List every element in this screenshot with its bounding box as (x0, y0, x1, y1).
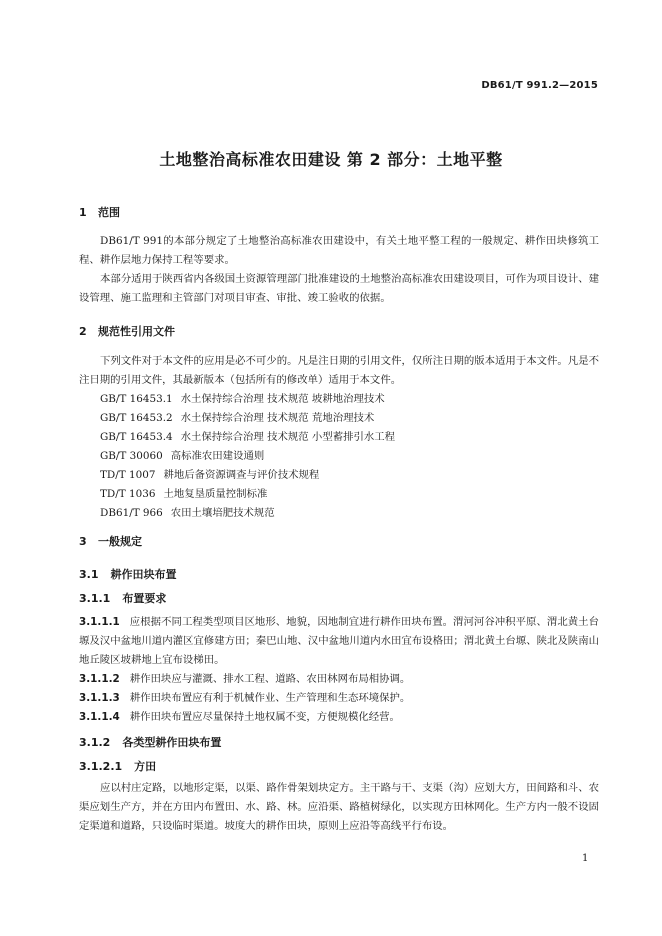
reference-code: TD/T 1007 (100, 469, 156, 481)
subsection-number: 3.1 (79, 568, 99, 581)
clause-3-1-1-4 (79, 708, 599, 727)
scope-paragraph-2: 本部分适用于陕西省内各级国土资源管理部门批准建设的土地整治高标准农田建设项目，可作为项目设计、建设管理、施工监理和主管部门对项目审查、审批、竣工验收的依据。 (79, 273, 599, 304)
subsection-heading-3-1 (79, 566, 177, 582)
section-heading-3 (79, 533, 142, 549)
reference-code: GB/T 16453.1 (100, 393, 173, 405)
reference-title: 土地复垦质量控制标准 (163, 488, 268, 500)
section-heading-1 (79, 204, 120, 220)
reference-item (100, 504, 275, 523)
section-title: 一般规定 (98, 535, 142, 548)
section-title: 规范性引用文件 (98, 325, 175, 338)
reference-code: GB/T 30060 (100, 450, 163, 462)
clause-number: 3.1.1.4 (79, 711, 120, 723)
clause-text: 耕作田块应与灌溉、排水工程、道路、农田林网布局相协调。 (129, 673, 411, 685)
references-intro: 下列文件对于本文件的应用是必不可少的。凡是注日期的引用文件，仅所注日期的版本适用于本文件。凡是不注日期的引用文件，其最新版本（包括所有的修改单）适用于本文件。 (79, 355, 599, 386)
subsection-number: 3.1.2 (79, 736, 111, 749)
reference-title: 水土保持综合治理 技术规范 坡耕地治理技术 (180, 393, 385, 405)
clause-number: 3.1.1.3 (79, 692, 120, 704)
subsection-heading-3-1-1 (79, 590, 166, 606)
section-heading-2 (79, 323, 175, 339)
reference-code: GB/T 16453.2 (100, 412, 173, 424)
subsection-number: 3.1.2.1 (79, 760, 123, 773)
clause-3-1-1-3 (79, 689, 599, 708)
reference-item (100, 428, 395, 447)
section-number: 1 (79, 206, 87, 219)
subsection-title: 耕作田块布置 (110, 568, 177, 581)
clause-text: 应根据不同工程类型项目区地形、地貌，因地制宜进行耕作田块布置。渭河河谷冲积平原、渭北黄土台塬及汉中盆地川道内灌区宜修建方田；秦巴山地、汉中盆地川道内水田宜布设格田；渭北黄土台塬、陕北及陕南山地丘陵区坡耕地上宜布设梯田。 (79, 616, 599, 666)
section-title: 范围 (98, 206, 120, 219)
reference-item (100, 390, 385, 409)
reference-title: 耕地后备资源调查与评价技术规程 (163, 469, 320, 481)
standard-code: DB61/T 991.2—2015 (481, 80, 598, 91)
reference-title: 高标准农田建设通则 (170, 450, 265, 462)
reference-item (100, 485, 267, 504)
reference-title: 水土保持综合治理 技术规范 小型蓄排引水工程 (180, 431, 396, 443)
clause-number: 3.1.1.2 (79, 673, 120, 685)
clause-3-1-1-2 (79, 670, 599, 689)
subsection-heading-3-1-2 (79, 734, 221, 750)
clause-text: 耕作田块布置应有利于机械作业、生产管理和生态环境保护。 (129, 692, 411, 704)
subsection-title: 布置要求 (122, 592, 167, 605)
scope-paragraph-1: DB61/T 991的本部分规定了土地整治高标准农田建设中，有关土地平整工程的一般规定、耕作田块修筑工程、耕作层地力保持工程等要求。 (79, 235, 599, 266)
reference-item (100, 447, 264, 466)
reference-title: 农田土壤培肥技术规范 (170, 507, 275, 519)
reference-item (100, 409, 374, 428)
section-number: 3 (79, 535, 87, 548)
reference-code: GB/T 16453.4 (100, 431, 173, 443)
document-title: 土地整治高标准农田建设 第 2 部分：土地平整 (159, 150, 503, 169)
reference-title: 水土保持综合治理 技术规范 荒地治理技术 (180, 412, 375, 424)
section-number: 2 (79, 325, 87, 338)
subsection-title: 各类型耕作田块布置 (122, 736, 222, 749)
reference-code: TD/T 1036 (100, 488, 156, 500)
page-number: 1 (582, 853, 589, 864)
subsection-title: 方田 (134, 760, 157, 773)
subsection-number: 3.1.1 (79, 592, 111, 605)
fangtian-paragraph: 应以村庄定路，以地形定渠，以渠、路作骨架划块定方。主干路与干、支渠（沟）应划大方，田间路和斗、农渠应划生产方，并在方田内布置田、水、路、林。应沿渠、路植树绿化，以实现方田林网化。生产方内一般不设固定渠道和道路，只设临时渠道。坡度大的耕作田块，原则上应沿等高线平行布设。 (79, 782, 599, 832)
subsection-heading-3-1-2-1 (79, 758, 156, 774)
clause-number: 3.1.1.1 (79, 616, 120, 628)
reference-code: DB61/T 966 (100, 507, 163, 519)
clause-text: 耕作田块布置应尽量保持土地权属不变，方便规模化经营。 (129, 711, 400, 723)
clause-3-1-1-1 (79, 613, 599, 670)
reference-item (100, 466, 319, 485)
